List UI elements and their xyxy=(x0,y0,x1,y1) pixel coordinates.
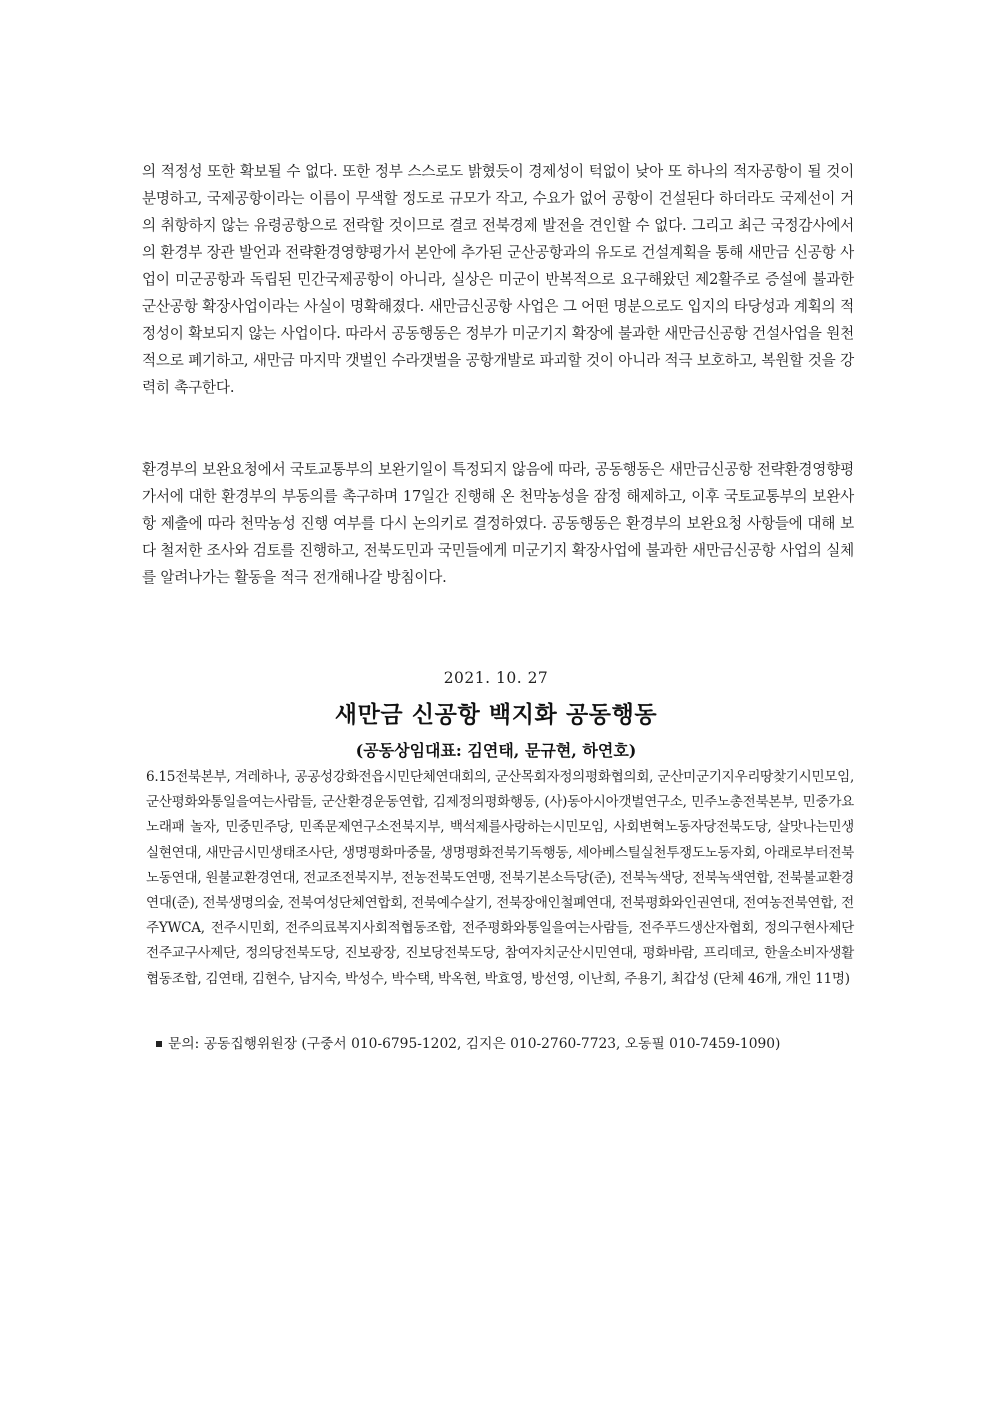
organization-title: 새만금 신공항 백지화 공동행동 xyxy=(334,701,658,728)
square-bullet-icon xyxy=(156,1041,162,1047)
release-date: 2021. 10. 27 xyxy=(443,669,549,687)
representatives-line: (공동상임대표: 김연태, 문규현, 하연호) xyxy=(355,741,637,760)
contact-line xyxy=(156,1033,780,1055)
member-organizations: 6.15전북본부, 겨레하나, 공공성강화전읍시민단체연대회의, 군산목회자정의평화협의회, 군산미군기지우리땅찾기시민모임, 군산평화와통일을여는사람들, 군산환경운동연합, 김제정의평화행동, (사)동아시아갯벌연구소, 민주노총전북본부, 민중가요노래패 놀자, 민중민주당, 민족문제연구소전북지부, 백석제를사랑하는시민모임, 사회변혁노동자당전북도당, 살맛나는민생실현연대, 새만금시민생태조사단, 생명평화마중물, 생명평화전북기독행동, 세아베스틸실천투쟁도노동자회, 아래로부터전북노동연대, 원불교환경연대, 전교조전북지부, 전농전북도연맹, 전북기본소득당(준), 전북녹색당, 전북녹색연합, 전북불교환경연대(준), 전북생명의숲, 전북여성단체연합회, 전북예수살기, 전북장애인철폐연대, 전북평화와인권연대, 전여농전북연합, 전주YWCA, 전주시민회, 전주의료복지사회적협동조합, 전주평화와통일을여는사람들, 전주푸드생산자협회, 정의구현사제단전주교구사제단, 정의당전북도당, 진보광장, 진보당전북도당, 참여자치군산시민연대, 평화바람, 프리데코, 한울소비자생활협동조합, 김연태, 김현수, 남지숙, 박성수, 박수택, 박옥현, 박효영, 방선영, 이난희, 주용기, 최갑성 (단체 46개, 개인 11명) xyxy=(146,769,854,987)
contact-text: 문의: 공동집행위원장 (구중서 010-6795-1202, 김지은 010-2760-7723, 오동필 010-7459-1090) xyxy=(168,1036,781,1052)
body-paragraph-2: 환경부의 보완요청에서 국토교통부의 보완기일이 특정되지 않음에 따라, 공동행동은 새만금신공항 전략환경영향평가서에 대한 환경부의 부동의를 촉구하며 17일간 진행해 온 천막농성을 잠정 해제하고, 이후 국토교통부의 보완사항 제출에 따라 천막농성 진행 여부를 다시 논의키로 결정하였다. 공동행동은 환경부의 보완요청 사항들에 대해 보다 철저한 조사와 검토를 진행하고, 전북도민과 국민들에게 미군기지 확장사업에 불과한 새만금신공항 사업의 실체를 알려나가는 활동을 적극 전개해나갈 방침이다. xyxy=(142,461,854,586)
body-paragraph-1: 의 적정성 또한 확보될 수 없다. 또한 정부 스스로도 밝혔듯이 경제성이 턱없이 낮아 또 하나의 적자공항이 될 것이 분명하고, 국제공항이라는 이름이 무색할 정도로 규모가 작고, 수요가 없어 공항이 건설된다 하더라도 국제선이 거의 취항하지 않는 유령공항으로 전락할 것이므로 결코 전북경제 발전을 견인할 수 없다. 그리고 최근 국정감사에서의 환경부 장관 발언과 전략환경영향평가서 본안에 추가된 군산공항과의 유도로 건설계획을 통해 새만금 신공항 사업이 미군공항과 독립된 민간국제공항이 아니라, 실상은 미군이 반복적으로 요구해왔던 제2활주로 증설에 불과한 군산공항 확장사업이라는 사실이 명확해졌다. 새만금신공항 사업은 그 어떤 명분으로도 입지의 타당성과 계획의 적정성이 확보되지 않는 사업이다. 따라서 공동행동은 정부가 미군기지 확장에 불과한 새만금신공항 건설사업을 원천적으로 폐기하고, 새만금 마지막 갯벌인 수라갯벌을 공항개발로 파괴할 것이 아니라 적극 보호하고, 복원할 것을 강력히 촉구한다. xyxy=(142,163,854,396)
